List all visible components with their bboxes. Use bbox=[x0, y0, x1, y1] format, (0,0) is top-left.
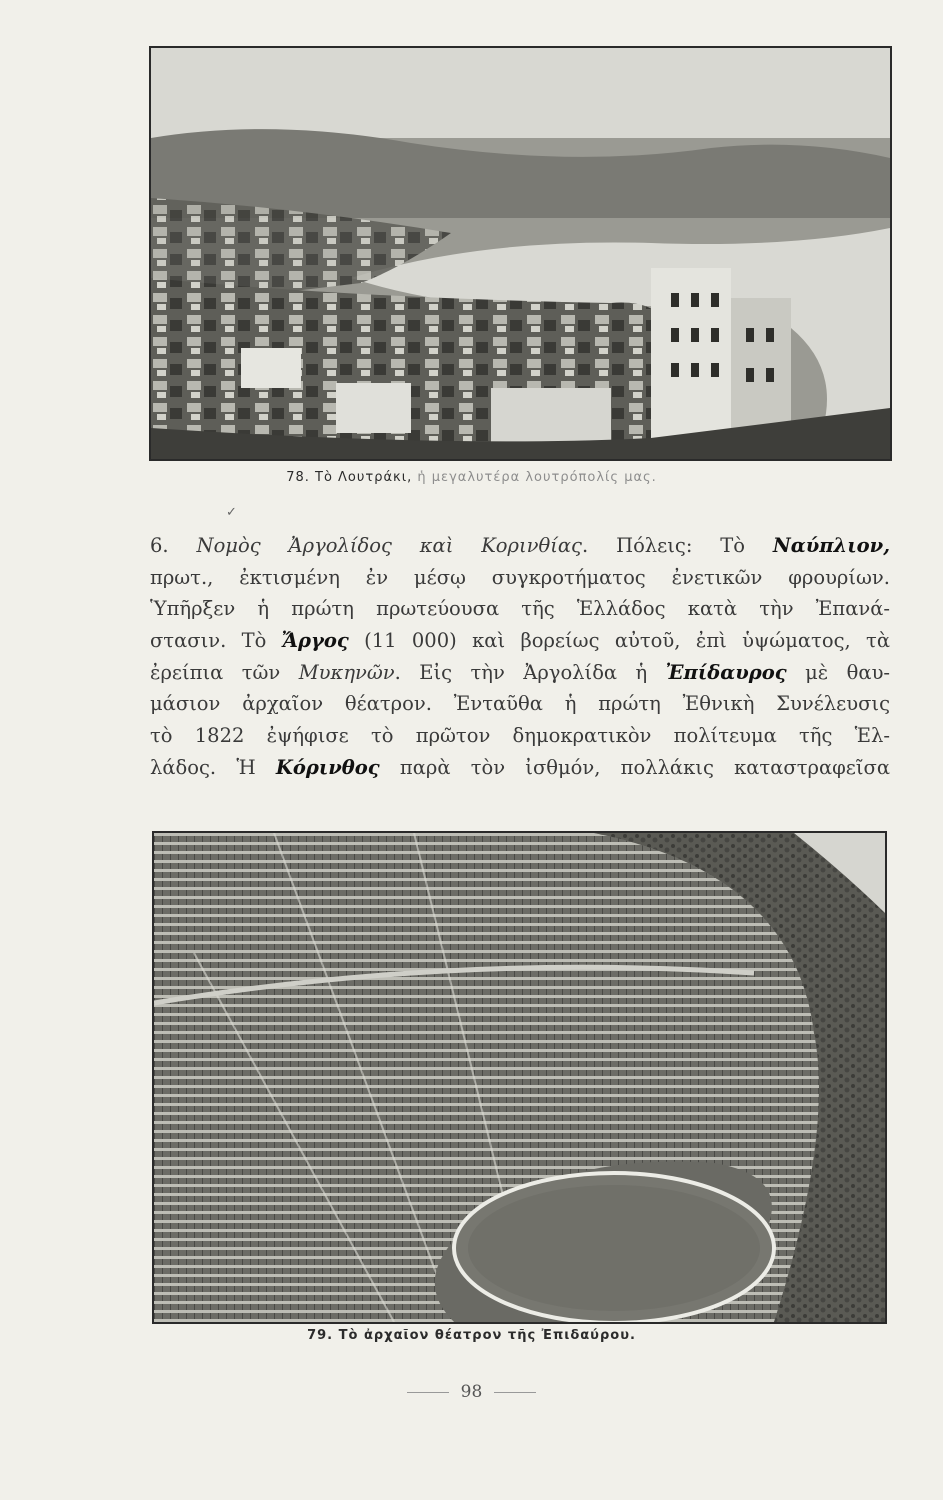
city-epidaurus: Ἐπίδαυρος bbox=[665, 660, 787, 684]
body-paragraph bbox=[150, 530, 890, 784]
photo1-caption bbox=[0, 470, 943, 485]
city-nafplio: Ναύπλιον, bbox=[772, 534, 890, 557]
text-segment: λάδος. Ἡ bbox=[150, 755, 276, 779]
epidaurus-theatre-photo bbox=[152, 831, 887, 1324]
text-segment: παρὰ τὸν ἰσθμόν, πολλάκις καταστραφεῖσα bbox=[379, 755, 890, 779]
text-line bbox=[150, 593, 890, 625]
text-segment: (11 000) καὶ βορείως αὐτοῦ, ἐπὶ ὑψώματος, τὰ bbox=[348, 629, 890, 653]
text-segment: μὲ θαυ- bbox=[786, 660, 890, 684]
text-line bbox=[150, 688, 890, 720]
pencil-mark: ✓ bbox=[226, 505, 237, 520]
text-segment: πρωτ., ἐκτισμένη ἐν μέσῳ συγκροτήματος ἐνετικῶν φρουρίων. bbox=[150, 565, 890, 589]
text-line bbox=[150, 562, 890, 594]
text-segment: τὸ 1822 ἐψήφισε τὸ πρῶτον δημοκρατικὸν πολίτευμα τῆς Ἑλ- bbox=[150, 724, 890, 748]
text-segment: μάσιον ἀρχαῖον θέατρον. Ἐνταῦθα ἡ πρώτη Ἐθνικὴ Συνέλευσις bbox=[150, 692, 890, 716]
page-number-dash-right bbox=[494, 1392, 536, 1393]
epidaurus-theatre-drawing bbox=[154, 833, 885, 1322]
page-number-dash-left bbox=[407, 1392, 449, 1393]
city-corinth: Κόρινθος bbox=[275, 755, 380, 779]
city-argos: Ἄργος bbox=[281, 629, 349, 653]
text-segment: . Πόλεις: Τὸ bbox=[581, 534, 773, 557]
text-segment: στασιν. Τὸ bbox=[150, 629, 282, 653]
page-number-row bbox=[0, 1382, 943, 1402]
section-heading: Νομὸς Ἀργολίδος καὶ Κορινθίας bbox=[196, 534, 582, 557]
text-segment: ἐρείπια τῶν bbox=[150, 660, 299, 684]
text-line bbox=[150, 625, 890, 657]
section-number: 6. bbox=[150, 534, 197, 557]
text-line bbox=[150, 530, 890, 562]
text-segment: Ὑπῆρξεν ἡ πρώτη πρωτεύουσα τῆς Ἑλλάδος κατὰ τὴν Ἐπανά- bbox=[150, 597, 890, 621]
loutraki-photo-drawing bbox=[151, 48, 890, 459]
photo1-caption-main: Τὸ Λουτράκι, bbox=[315, 470, 413, 485]
text-segment: . Εἰς τὴν Ἀργολίδα ἡ bbox=[394, 660, 666, 684]
site-mycenae: Μυκηνῶν bbox=[298, 660, 395, 684]
text-line bbox=[150, 657, 890, 689]
text-line bbox=[150, 752, 890, 784]
page-number: 98 bbox=[460, 1382, 483, 1402]
photo1-caption-rest: ἡ μεγαλυτέρα λουτρόπολίς μας. bbox=[417, 470, 657, 485]
photo1-caption-number: 78. bbox=[286, 470, 310, 485]
photo2-caption: 79. Τὸ ἀρχαῖον θέατρον τῆς Ἐπιδαύρου. bbox=[307, 1328, 636, 1343]
text-line bbox=[150, 720, 890, 752]
loutraki-photo bbox=[149, 46, 892, 461]
